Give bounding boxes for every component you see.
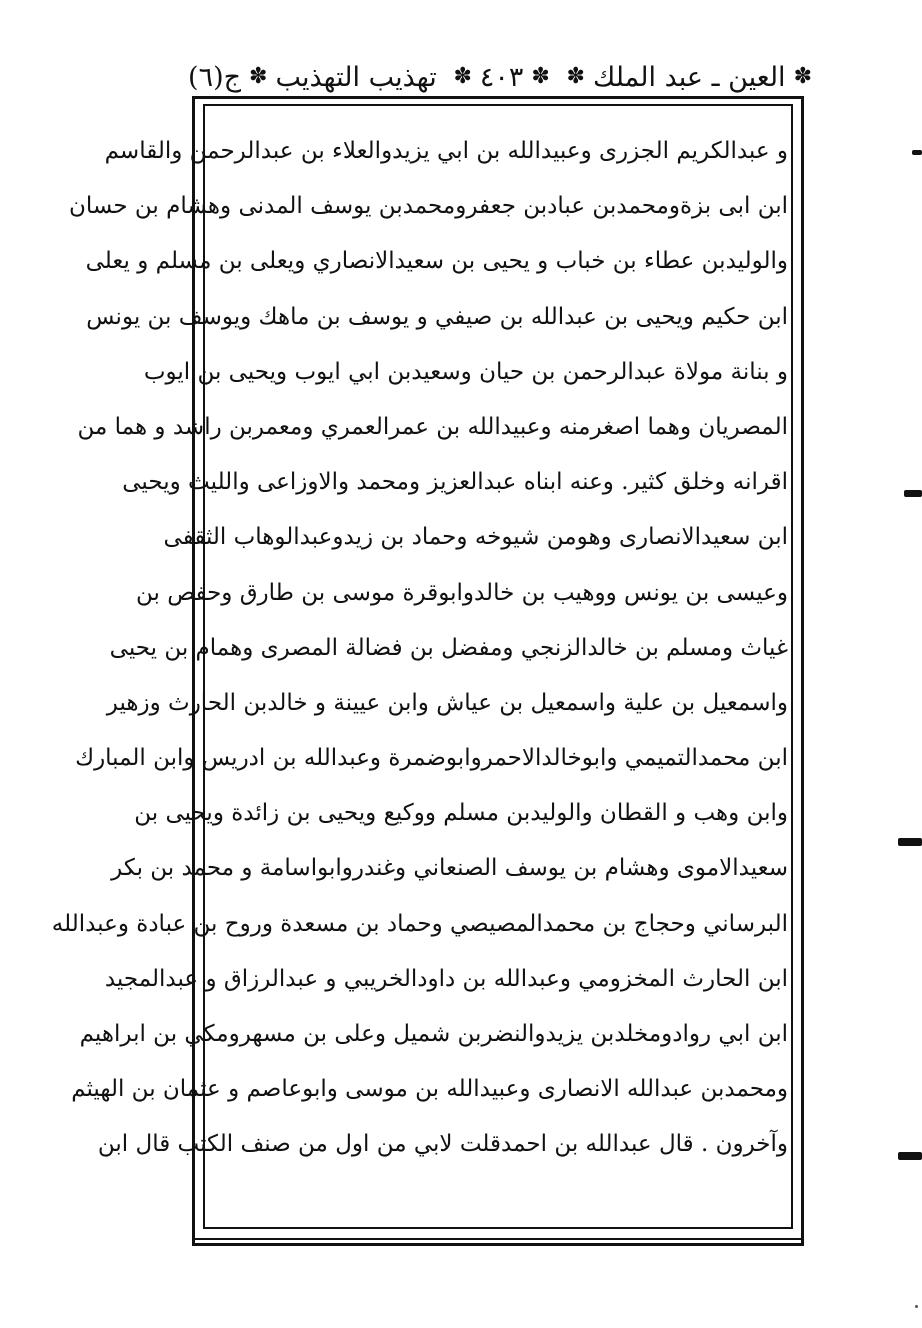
- text-line: سعيدالاموى وهشام بن يوسف الصنعاني وغندروابواسامة و محمد بن بكر: [111, 855, 788, 882]
- book-title: تهذيب التهذيب: [275, 61, 437, 93]
- text-line: ابن محمدالتميمي وابوخالدالاحمروابوضمرة وعبدالله بن ادريس وابن المبارك: [75, 745, 788, 772]
- text-line: وآخرون . قال عبدالله بن احمدقلت لابي من اول من صنف الكتب قال ابن: [97, 1131, 788, 1158]
- text-line: ابن ابي روادومخلدبن يزيدوالنضربن شميل وعلى بن مسهرومكي بن ابراهيم: [79, 1021, 788, 1047]
- text-line: ابن الحارث المخزومي وعبدالله بن داودالخريبي و عبدالرزاق و عبدالمجيد: [104, 965, 788, 992]
- text-line: واسمعيل بن علية واسمعيل بن عياش وابن عيينة و خالدبن الحارث وزهير: [106, 689, 788, 716]
- body-text: [51, 124, 788, 1173]
- margin-mark: [904, 490, 922, 497]
- ornament-icon: ✽: [793, 64, 812, 89]
- page-number: ٤٠٣: [479, 61, 524, 93]
- text-line: ومحمدبن عبدالله الانصارى وعبيدالله بن موسى وابوعاصم و عثمان بن الهيثم: [71, 1076, 788, 1103]
- margin-mark: [898, 1152, 922, 1160]
- margin-mark: [912, 150, 922, 155]
- text-line: و عبدالكريم الجزرى وعبيدالله بن ابي يزيدوالعلاء بن عبدالرحمن والقاسم: [104, 138, 788, 164]
- text-line: غياث ومسلم بن خالدالزنجي ومفضل بن فضالة المصرى وهمام بن يحيى: [109, 634, 788, 661]
- ornament-icon: ✽: [249, 64, 268, 89]
- text-line: ابن حكيم ويحيى بن عبدالله بن صيفي و يوسف بن ماهك ويوسف بن يونس: [86, 303, 788, 330]
- text-line: وابن وهب و القطان والوليدبن مسلم ووكيع ويحيى بن زائدة ويحيى بن: [134, 800, 788, 827]
- ornament-icon: ✽: [566, 64, 585, 89]
- text-line: والوليدبن عطاء بن خباب و يحيى بن سعيدالانصاري ويعلى بن مسلم و يعلى: [85, 248, 788, 275]
- text-line: اقرانه وخلق كثير. وعنه ابناه عبدالعزيز ومحمد والاوزاعى والليث ويحيى: [122, 469, 788, 496]
- ornament-icon: ✽: [531, 64, 550, 89]
- margin-mark: [898, 838, 922, 846]
- text-line: المصريان وهما اصغرمنه وعبيدالله بن عمرالعمري ومعمربن راشد و هما من: [77, 413, 788, 440]
- header-section-title: العين ـ عبد الملك: [592, 61, 786, 93]
- volume-label: ج(٦): [188, 61, 242, 93]
- text-line: و بنانة مولاة عبدالرحمن بن حيان وسعيدبن ابي ايوب ويحيى بن ايوب: [143, 358, 788, 385]
- margin-dot: [915, 1305, 918, 1308]
- header-center-group: [453, 62, 549, 93]
- text-line: البرساني وحجاج بن محمدالمصيصي وحماد بن مسعدة وروح بن عبادة وعبدالله: [51, 910, 788, 937]
- text-line: وعيسى بن يونس ووهيب بن خالدوابوقرة موسى بن طارق وحفص بن: [136, 579, 788, 606]
- header-left-group: [188, 62, 437, 93]
- page-header: [188, 58, 812, 96]
- text-line: ابن سعيدالانصارى وهومن شيوخه وحماد بن زيدوعبدالوهاب الثقفى: [163, 524, 788, 551]
- text-line: ابن ابى بزةومحمدبن عبادبن جعفرومحمدبن يوسف المدنى وهشام بن حسان: [68, 193, 788, 220]
- ornament-icon: ✽: [453, 64, 472, 89]
- header-right-group: [567, 62, 812, 93]
- bottom-rule: [192, 1238, 804, 1240]
